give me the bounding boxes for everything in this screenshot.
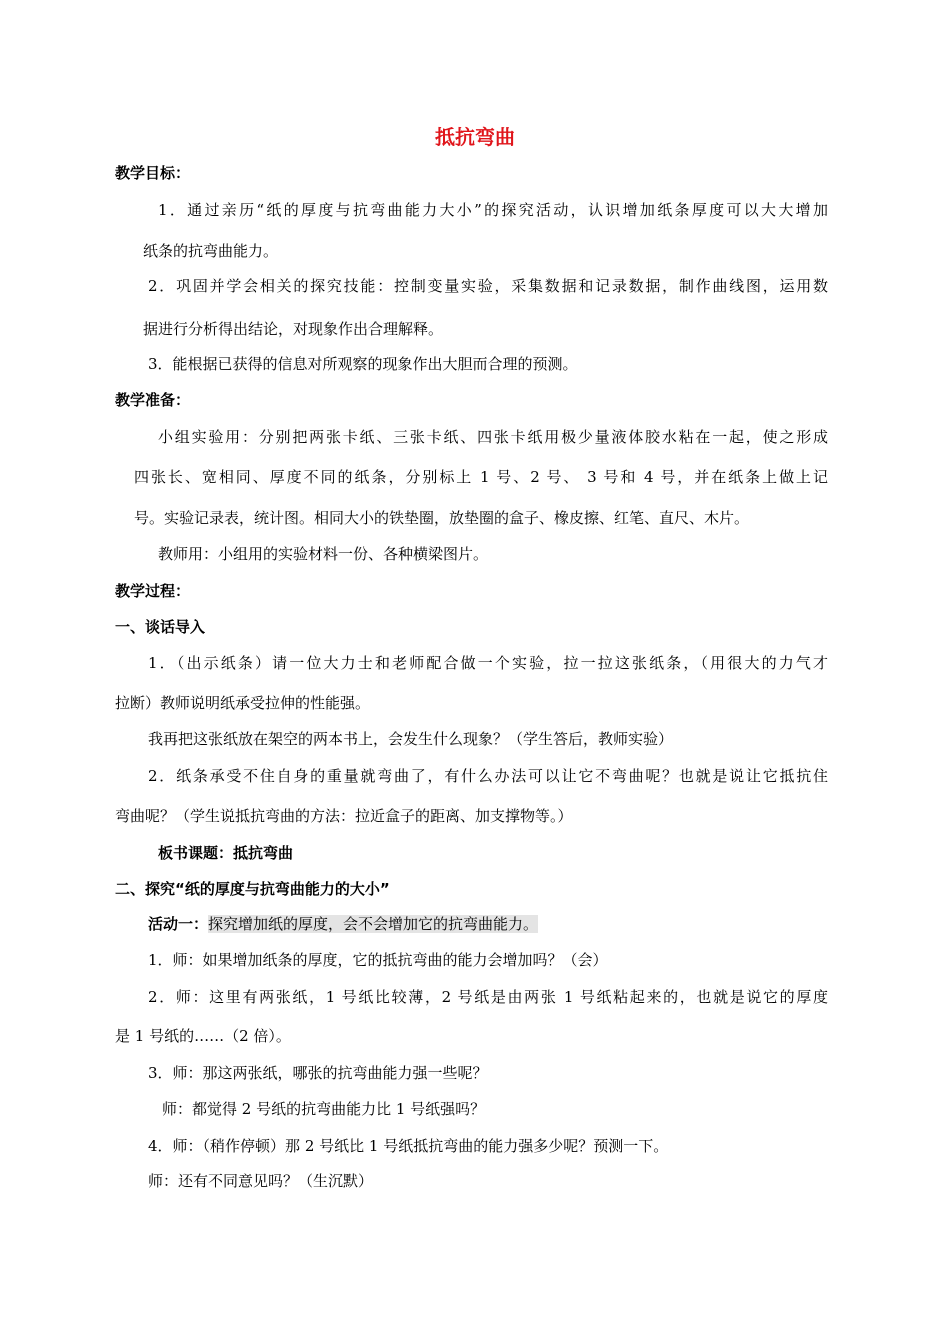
objective-line: 2．巩固并学会相关的探究技能：控制变量实验，采集数据和记录数据，制作曲线图，运用数: [148, 277, 828, 295]
activity-label: 活动一：: [148, 915, 209, 933]
section1-line: 弯曲呢？（学生说抵抗弯曲的方法：拉近盒子的距离、加支撑物等。）: [115, 807, 573, 825]
objective-line: 据进行分析得出结论，对现象作出合理解释。: [143, 320, 444, 338]
section2-line: 2．师：这里有两张纸，1 号纸比较薄，2 号纸是由两张 1 号纸粘起来的，也就是说它的厚度: [148, 988, 828, 1006]
preparation-line: 教师用：小组用的实验材料一份、各种横梁图片。: [158, 545, 489, 563]
section1-line: 1．（出示纸条）请一位大力士和老师配合做一个实验，拉一拉这张纸条，（用很大的力气才: [148, 654, 828, 672]
document-title: 抵抗弯曲: [435, 125, 515, 149]
objectives-heading: 教学目标：: [115, 164, 191, 182]
section1-line: 我再把这张纸放在架空的两本书上，会发生什么现象？（学生答后，教师实验）: [148, 730, 674, 748]
section2-line: 师：都觉得 2 号纸的抗弯曲能力比 1 号纸强吗？: [162, 1100, 486, 1118]
preparation-heading: 教学准备：: [115, 391, 191, 409]
section2-line: 师：还有不同意见吗？（生沉默）: [148, 1172, 374, 1190]
section1-line: 拉断）教师说明纸承受拉伸的性能强。: [115, 694, 371, 712]
activity-text: 探究增加纸的厚度，会不会增加它的抗弯曲能力。: [208, 915, 539, 933]
section1-line: 2．纸条承受不住自身的重量就弯曲了，有什么办法可以让它不弯曲呢？也就是说让它抵抗住: [148, 767, 828, 785]
section2-line: 1．师：如果增加纸条的厚度，它的抵抗弯曲的能力会增加吗？（会）: [148, 951, 608, 969]
section2-heading: 二、探究“纸的厚度与抗弯曲能力的大小”: [115, 880, 390, 898]
preparation-line: 四张长、宽相同、厚度不同的纸条，分别标上 1 号、2 号、 3 号和 4 号，并在纸条上做上记: [134, 468, 828, 486]
objective-line: 1．通过亲历“纸的厚度与抗弯曲能力大小”的探究活动，认识增加纸条厚度可以大大增加: [158, 201, 828, 219]
preparation-line: 小组实验用：分别把两张卡纸、三张卡纸、四张卡纸用极少量液体胶水粘在一起，使之形成: [158, 428, 828, 446]
activity-one: [148, 914, 538, 934]
section1-heading: 一、谈话导入: [115, 618, 206, 636]
process-heading: 教学过程：: [115, 582, 191, 600]
board-title: 板书课题：抵抗弯曲: [158, 844, 294, 862]
section2-line: 3．师：那这两张纸，哪张的抗弯曲能力强一些呢？: [148, 1064, 488, 1082]
preparation-line: 号。实验记录表，统计图。相同大小的铁垫圈，放垫圈的盒子、橡皮擦、红笔、直尺、木片。: [134, 509, 750, 527]
section2-line: 4．师：（稍作停顿）那 2 号纸比 1 号纸抵抗弯曲的能力强多少呢？预测一下。: [148, 1137, 669, 1155]
objective-line: 3．能根据已获得的信息对所观察的现象作出大胆而合理的预测。: [148, 355, 578, 373]
objective-line: 纸条的抗弯曲能力。: [143, 242, 279, 260]
section2-line: 是 1 号纸的……（2 倍）。: [115, 1027, 291, 1045]
